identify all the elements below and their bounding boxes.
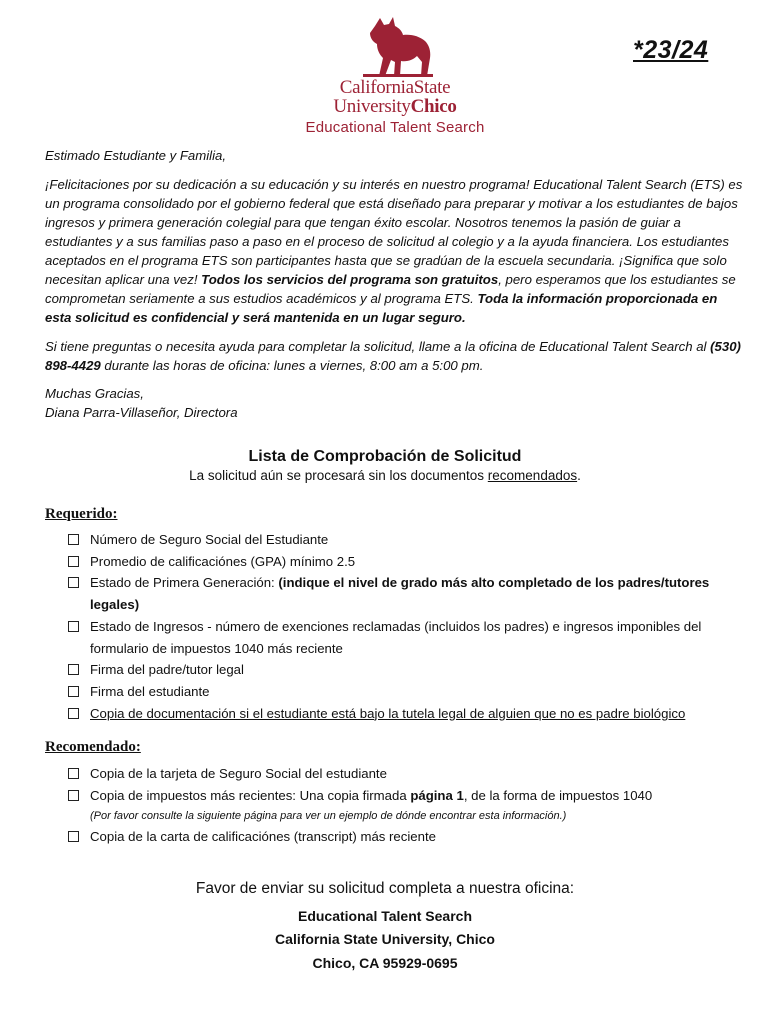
recommended-heading: Recomendado: [45,739,141,755]
logo-text-ets: Educational Talent Search [305,119,485,136]
director-signature-name: Diana Parra-Villaseñor, Directora [45,405,238,420]
list-item: Firma del padre/tutor legal [68,659,738,681]
checkbox[interactable] [68,790,79,801]
checkbox[interactable] [68,621,79,632]
checkbox[interactable] [68,686,79,697]
wildcat-mascot-icon [355,16,435,78]
school-year: *23/24 [633,36,709,64]
list-item: Promedio de calificaciónes (GPA) mínimo 2.5 [68,551,738,573]
letter-greeting: Estimado Estudiante y Familia, [45,148,227,163]
csu-chico-logo [290,16,500,144]
recommended-checklist [68,763,738,848]
checklist-subtitle: La solicitud aún se procesará sin los documentos recomendados. [189,468,581,483]
checkbox[interactable] [68,664,79,675]
list-item: Copia de documentación si el estudiante está bajo la tutela legal de alguien que no es padre biológico [68,703,738,725]
letter-paragraph-intro: ¡Felicitaciones por su dedicación a su educación y su interés en nuestro programa! Educational Talent Search (ETS) es un programa consolidado por el gobierno federal que está diseñado para preparar y motivar a los estudiantes de bajos ingresos y primera generación colegial para que tengan éxito escolar. Nosotros tenemos la pasión de guiar a estudiantes y a sus familias paso a paso en el proceso de solicitud al colegio y a la ayuda financiera. Los estudiantes aceptados en el programa ETS son participantes hasta que se gradúan de la escuela secundaria. ¡Significa que solo necesitan aplicar una vez! Todos los servicios del programa son gratuitos, pero esperamos que los estudiantes se comprometan seriamente a sus estudios académicos y al programa ETS. Toda la información proporcionada en esta solicitud es confidencial y será mantenida en un lugar seguro. [45,177,743,325]
letter-paragraph-contact: Si tiene preguntas o necesita ayuda para completar la solicitud, llame a la oficina de Educational Talent Search al (530) 898-4429 durante las horas de oficina: lunes a viernes, 8:00 am a 5:00 pm. [45,339,741,373]
checkbox[interactable] [68,708,79,719]
logo-text-california-state: CaliforniaState [339,77,451,98]
address-line-2: California State University, Chico [275,931,495,947]
required-heading: Requerido: [45,506,118,522]
checkbox[interactable] [68,577,79,588]
tax-form-note: (Por favor consulte la siguiente página para ver un ejemplo de dónde encontrar esta información.) [90,810,567,823]
list-item: Firma del estudiante [68,681,738,703]
checkbox[interactable] [68,831,79,842]
checklist-title: Lista de Comprobación de Solicitud [248,448,522,465]
address-line-3: Chico, CA 95929-0695 [312,955,458,971]
list-item: Estado de Primera Generación: (indique el nivel de grado más alto completado de los padres/tutores legales) [68,572,738,615]
required-checklist [68,529,738,724]
list-item: Copia de la carta de calificaciónes (transcript) más reciente [68,826,738,848]
list-item: Número de Seguro Social del Estudiante [68,529,738,551]
logo-text-university-chico: UniversityChico [333,96,457,117]
phone-number: (530) 898-4429 [45,339,741,373]
checkbox[interactable] [68,556,79,567]
checkbox[interactable] [68,768,79,779]
list-item: Copia de la tarjeta de Seguro Social del estudiante [68,763,738,785]
letter-signoff: Muchas Gracias, Diana Parra-Villaseñor, Directora [45,384,745,422]
list-item: Copia de impuestos más recientes: Una copia firmada página 1, de la forma de impuestos 1040 (Por favor consulte la siguiente página para ver un ejemplo de dónde encontrar esta información.) [68,785,738,827]
list-item: Estado de Ingresos - número de exenciones reclamadas (incluidos los padres) e ingresos imponibles del formulario de impuestos 1040 más reciente [68,616,738,659]
address-line-1: Educational Talent Search [297,908,472,924]
send-instructions: Favor de enviar su solicitud completa a nuestra oficina: [195,880,575,897]
checkbox[interactable] [68,534,79,545]
